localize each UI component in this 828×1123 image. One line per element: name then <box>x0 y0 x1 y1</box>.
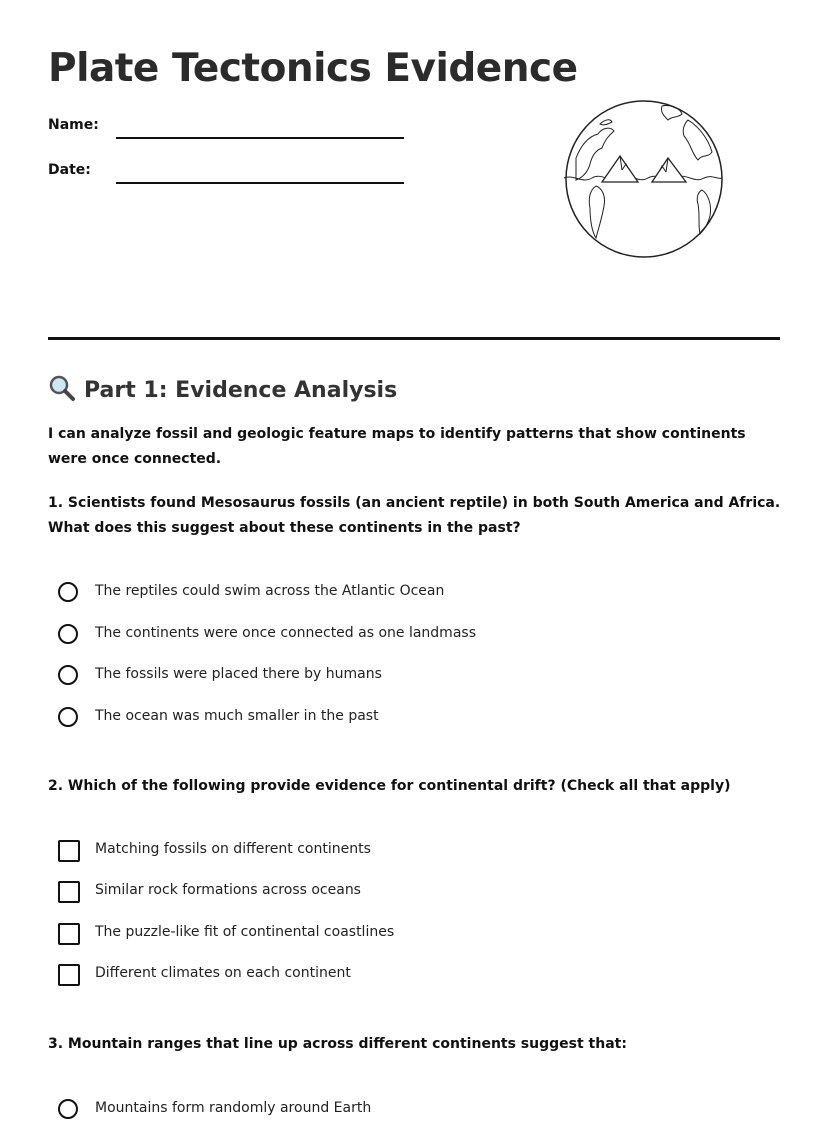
option-label: Mountains form randomly around Earth <box>95 1100 372 1116</box>
magnifying-glass-icon <box>48 374 76 402</box>
option-label: The puzzle-like fit of continental coastlines <box>95 924 395 940</box>
page-title: Plate Tectonics Evidence <box>48 46 578 91</box>
radio-button[interactable] <box>58 707 78 727</box>
q1-option-d[interactable] <box>58 707 758 731</box>
option-label: The continents were once connected as one landmass <box>95 625 476 641</box>
learning-target: I can analyze fossil and geologic feature maps to identify patterns that show continents were once connected. <box>48 426 746 467</box>
q2-option-b[interactable] <box>58 881 758 905</box>
checkbox[interactable] <box>58 964 80 986</box>
option-label: Similar rock formations across oceans <box>95 882 361 898</box>
name-input-line[interactable] <box>116 137 404 139</box>
name-label: Name: <box>48 117 99 133</box>
q2-option-c[interactable] <box>58 923 758 947</box>
option-label: Different climates on each continent <box>95 965 351 981</box>
checkbox[interactable] <box>58 840 80 862</box>
q2-option-d[interactable] <box>58 964 758 988</box>
question-3-text: 3. Mountain ranges that line up across different continents suggest that: <box>48 1036 627 1052</box>
checkbox[interactable] <box>58 881 80 903</box>
part1-title: Part 1: Evidence Analysis <box>84 378 398 403</box>
option-label: The reptiles could swim across the Atlantic Ocean <box>95 583 445 599</box>
option-label: The fossils were placed there by humans <box>95 666 382 682</box>
option-label: The ocean was much smaller in the past <box>95 708 379 724</box>
header-divider <box>48 337 780 340</box>
date-label: Date: <box>48 162 91 178</box>
radio-button[interactable] <box>58 1099 78 1119</box>
question-1-text: 1. Scientists found Mesosaurus fossils (an ancient reptile) in both South America and Africa. What does this suggest about these continents in the past? <box>48 495 781 536</box>
checkbox[interactable] <box>58 923 80 945</box>
question-2-text: 2. Which of the following provide evidence for continental drift? (Check all that apply) <box>48 778 731 794</box>
part1-heading <box>48 374 397 403</box>
option-label: Matching fossils on different continents <box>95 841 371 857</box>
date-input-line[interactable] <box>116 182 404 184</box>
q2-option-a[interactable] <box>58 840 758 864</box>
q1-option-a[interactable] <box>58 582 758 606</box>
radio-button[interactable] <box>58 665 78 685</box>
globe-with-mountains-icon <box>562 98 726 260</box>
q3-option-a[interactable] <box>58 1099 758 1123</box>
q1-option-c[interactable] <box>58 665 758 689</box>
q1-option-b[interactable] <box>58 624 758 648</box>
radio-button[interactable] <box>58 624 78 644</box>
radio-button[interactable] <box>58 582 78 602</box>
